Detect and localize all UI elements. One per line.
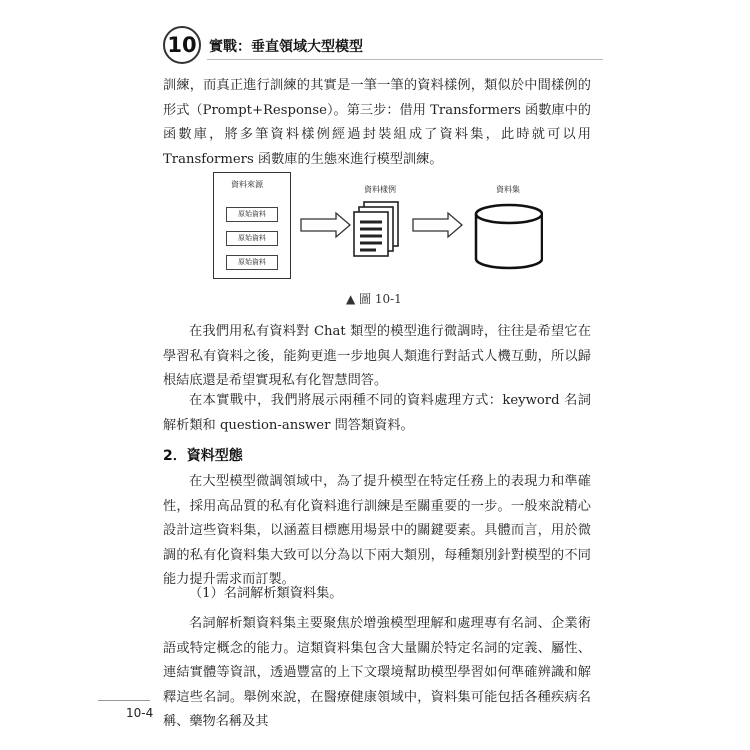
- paragraph-2: 在我們用私有資料對 Chat 類型的模型進行微調時，往往是希望它在學習私有資料之後，能夠更進一步地與人類進行對話式人機互動，所以歸根結底還是希望實現私有化智慧問答。: [163, 324, 591, 388]
- header-rule: [207, 59, 603, 60]
- paragraph-1: 訓練，而真正進行訓練的其實是一筆一筆的資料樣例，類似於中間樣例的形式（Prompt+Response）。第三步：借用 Transformers 函數庫中的函數庫，將多筆資料樣例經過封裝組成了資料集，此時就可以用 Transformers 函數庫的生態來進行模型訓練。: [163, 78, 591, 167]
- page-header: [163, 26, 603, 66]
- database-cylinder-icon: [476, 205, 542, 268]
- raw-data-item: 原始資料: [226, 255, 278, 270]
- chapter-number-badge: 10: [163, 26, 201, 64]
- paragraph-4: 在大型模型微調領域中，為了提升模型在特定任務上的表現力和準確性，採用高品質的私有化資料進行訓練是至關重要的一步。一般來說精心設計這些資料集，以涵蓋目標應用場景中的關鍵要素。具體而言，用於微調的私有化資料集大致可以分為以下兩大類別，每種類別針對模型的不同能力提升需求而訂製。: [163, 474, 591, 587]
- footer-rule: [98, 700, 150, 701]
- arrow-right-icon: [413, 213, 462, 237]
- document-stack-icon: [354, 202, 398, 256]
- figure-10-1: [213, 172, 543, 282]
- data-source-label: 資料來源: [231, 180, 263, 189]
- section-title: 2．資料型態: [163, 448, 243, 464]
- raw-data-item: 原始資料: [226, 207, 278, 222]
- data-samples-label: 資料樣例: [364, 185, 396, 194]
- chapter-title: 實戰：垂直領域大型模型: [209, 39, 363, 55]
- dataset-label: 資料集: [496, 185, 520, 194]
- paragraph-5: （1）名詞解析類資料集。: [189, 586, 343, 601]
- raw-data-item: 原始資料: [226, 231, 278, 246]
- page-number: 10-4: [126, 706, 154, 720]
- arrow-right-icon: [301, 213, 350, 237]
- paragraph-6: 名詞解析類資料集主要聚焦於增強模型理解和處理專有名詞、企業術語或特定概念的能力。這類資料集包含大量關於特定名詞的定義、屬性、連結實體等資訊，透過豐富的上下文環境幫助模型學習如何準確辨識和解釋這些名詞。舉例來說，在醫療健康領域中，資料集可能包括各種疾病名稱、藥物名稱及其: [163, 616, 591, 729]
- figure-caption: ▲ 圖 10-1: [346, 292, 402, 306]
- paragraph-3: 在本實戰中，我們將展示兩種不同的資料處理方式：keyword 名詞解析類和 question-answer 問答類資料。: [163, 393, 591, 433]
